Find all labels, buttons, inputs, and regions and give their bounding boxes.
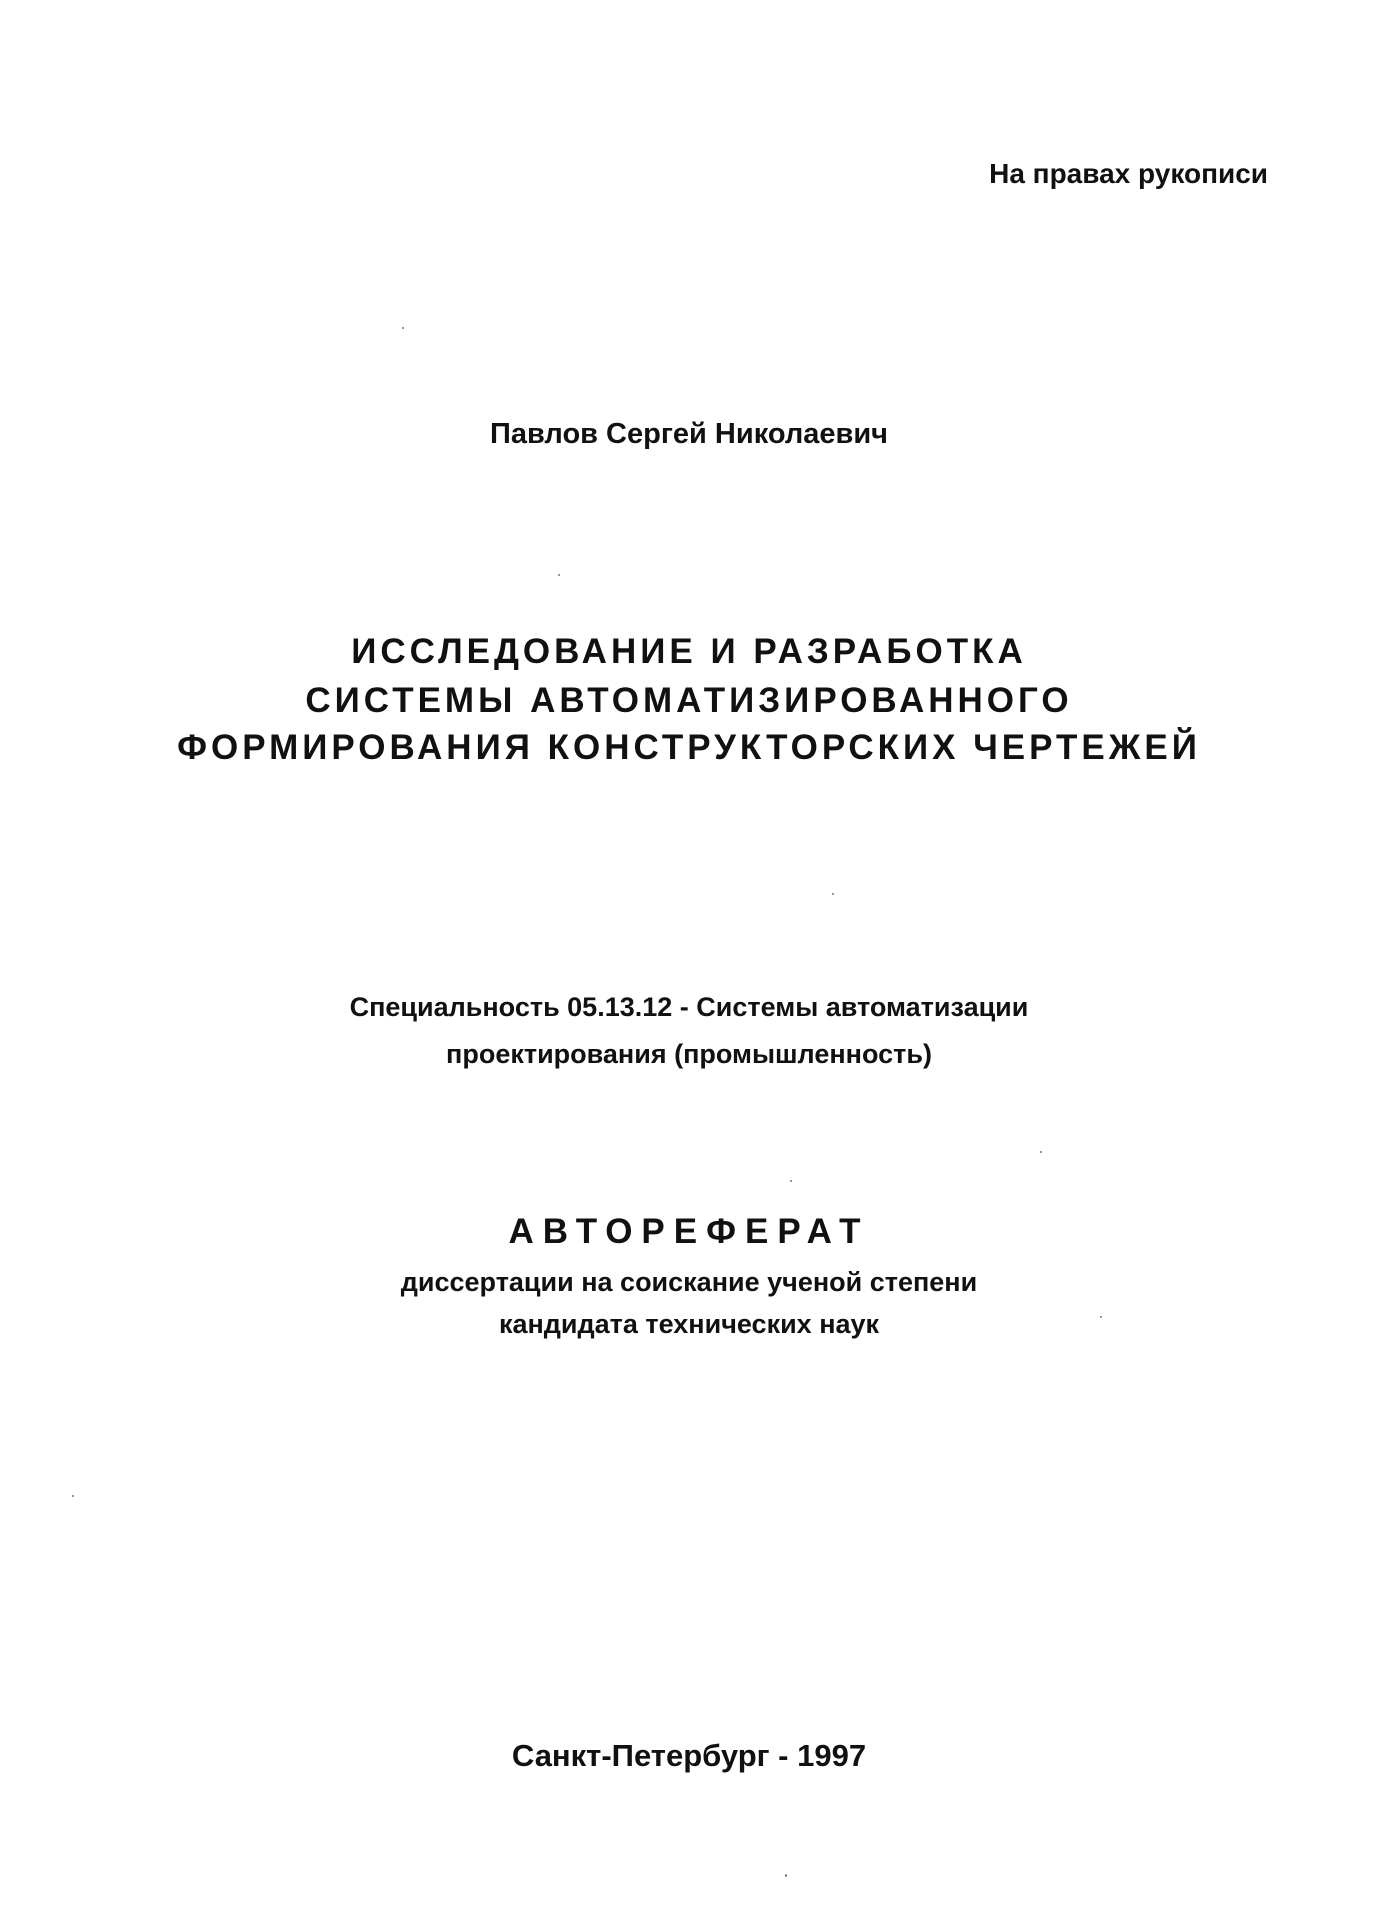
abstract-line-2: кандидата технических наук [498,1309,880,1339]
place-and-year: Санкт-Петербург - 1997 [511,1738,867,1773]
manuscript-note: На правах рукописи [989,158,1268,189]
title-line-1: ИССЛЕДОВАНИЕ И РАЗРАБОТКА [351,632,1027,671]
scan-speck [785,1874,787,1877]
scan-speck [1100,1316,1102,1318]
specialty-line-2: проектирования (промышленность) [446,1039,932,1069]
title-line-2: СИСТЕМЫ АВТОМАТИЗИРОВАННОГО [305,681,1073,720]
scan-speck [558,574,560,576]
scan-speck [790,1180,792,1182]
abstract-line-1: диссертации на соискание ученой степени [400,1267,978,1297]
title-line-3: ФОРМИРОВАНИЯ КОНСТРУКТОРСКИХ ЧЕРТЕЖЕЙ [177,728,1201,767]
scan-speck [72,1495,74,1497]
author-name: Павлов Сергей Николаевич [490,418,888,450]
scan-speck [832,893,834,895]
scan-speck [402,327,404,329]
specialty-line-1: Специальность 05.13.12 - Системы автоматизации [349,992,1029,1022]
scan-speck [1040,1151,1042,1153]
abstract-heading: АВТОРЕФЕРАТ [508,1212,870,1251]
